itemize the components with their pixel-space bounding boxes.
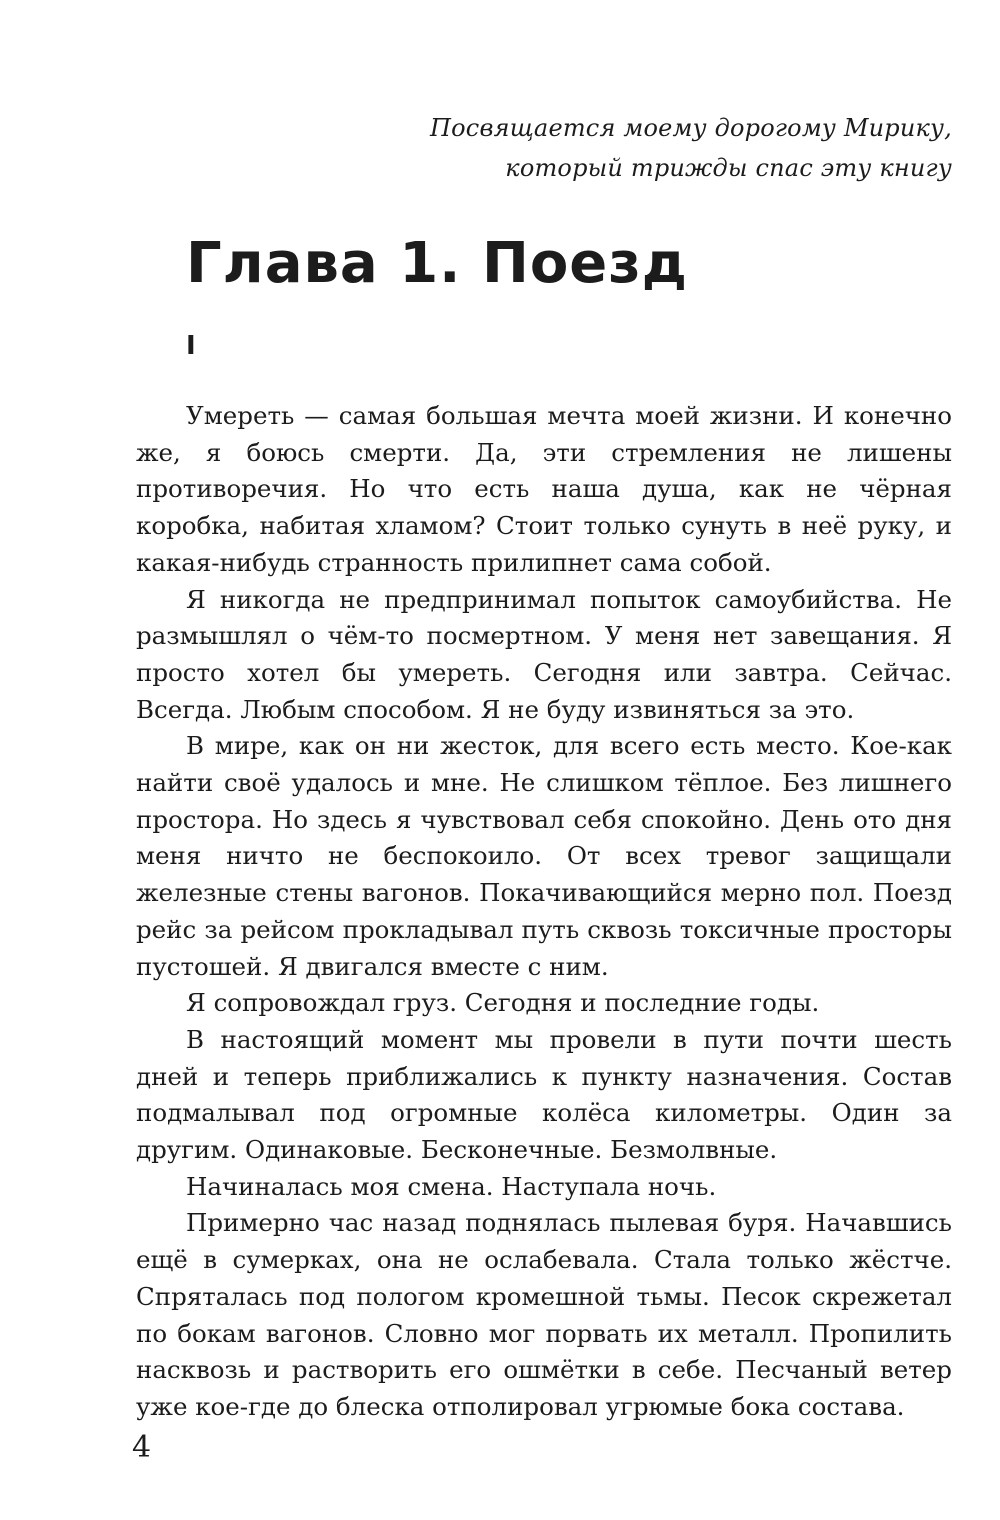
body-text (136, 398, 952, 1426)
paragraph: Начиналась моя смена. Наступала ночь. (186, 1171, 717, 1201)
dedication-line: Посвящается моему дорогому Мирику, (430, 114, 952, 142)
dedication (312, 108, 952, 188)
paragraph: Умереть — самая большая мечта моей жизни. И конечно же, я боюсь смерти. Да, эти стремления не лишены противоречия. Но что есть наша душа, как не чёрная коробка, набитая хламом? Стоит только сунуть в неё руку, и какая-нибудь странность прилипнет сама собой. (136, 401, 952, 577)
page-number: 4 (132, 1430, 152, 1465)
section-number: I (186, 331, 196, 361)
paragraph: Я никогда не предпринимал попыток самоубийства. Не размышлял о чём-то посмертном. У меня нет завещания. Я просто хотел бы умереть. Сегодня или завтра. Сейчас. Всегда. Любым способом. Я не буду извиняться за это. (136, 584, 952, 724)
paragraph: В настоящий момент мы провели в пути почти шесть дней и теперь приближались к пункту назначения. Состав подмалывал под огромные колёса километры. Один за другим. Одинаковые. Бесконечные. Безмолвные. (136, 1024, 952, 1165)
chapter-title: Глава 1. Поезд (186, 231, 689, 296)
paragraph: Я сопровождал груз. Сегодня и последние годы. (186, 988, 820, 1018)
dedication-line: который трижды спас эту книгу (505, 154, 952, 182)
paragraph: Примерно час назад поднялась пылевая буря. Начавшись ещё в сумерках, она не ослабевала. Стала только жёстче. Спряталась под пологом кромешной тьмы. Песок скрежетал по бокам вагонов. Словно мог порвать их металл. Пропилить насквозь и растворить его ошмётки в себе. Песчаный ветер уже кое-где до блеска отполировал угрюмые бока состава. (136, 1208, 952, 1421)
paragraph: В мире, как он ни жесток, для всего есть место. Кое-как найти своё удалось и мне. Не слишком тёплое. Без лишнего простора. Но здесь я чувствовал себя спокойно. День ото дня меня ничто не беспокоило. От всех тревог защищали железные стены вагонов. Покачивающийся мерно пол. Поезд рейс за рейсом прокладывал путь сквозь токсичные просторы пустошей. Я двигался вместе с ним. (136, 731, 952, 981)
